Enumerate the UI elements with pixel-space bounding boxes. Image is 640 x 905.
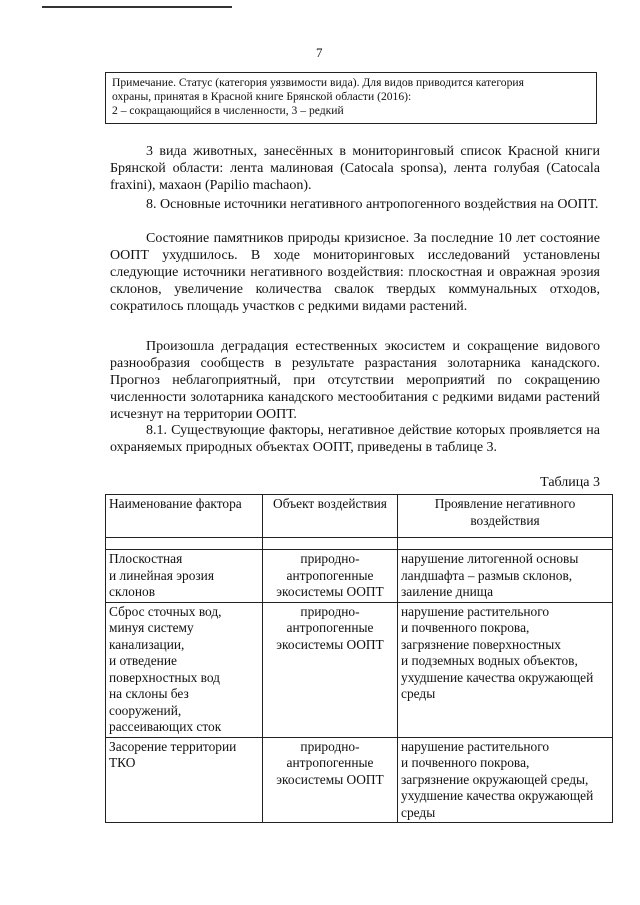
cell-line: минуя систему [109, 620, 194, 635]
cell-object [263, 550, 398, 603]
cell-effect [398, 737, 613, 823]
cell-effect [398, 550, 613, 603]
factors-table [105, 494, 613, 823]
cell-line: ухудшение качества окружающей [401, 788, 594, 803]
spacer-cell [398, 538, 613, 550]
cell-line: экосистемы ООПТ [276, 636, 384, 652]
header-effect: Проявление негативного воздействия [398, 495, 613, 538]
table-spacer-row [106, 538, 613, 550]
table-caption: Таблица 3 [540, 475, 600, 490]
cell-line: экосистемы ООПТ [276, 584, 384, 599]
note-box [105, 72, 597, 124]
cell-line: поверхностных вод [109, 669, 220, 685]
note-line: 2 – сокращающийся в численности, 3 – редкий [112, 104, 344, 117]
cell-line: Плоскостная [109, 551, 183, 566]
table-row [106, 602, 613, 737]
cell-factor [106, 602, 263, 737]
cell-line: ухудшение качества окружающей [401, 669, 594, 685]
cell-line: загрязнение окружающей среды, [401, 771, 589, 787]
cell-line: и отведение [109, 653, 177, 668]
cell-line: заиление днища [401, 584, 494, 599]
section-8-heading: 8. Основные источники негативного антропогенного воздействия на ООПТ. [146, 197, 599, 212]
paragraph-state: Состояние памятников природы кризисное. За последние 10 лет состояние ООПТ ухудшилось. В ходе мониторинговых исследований установлены следующие источники негативного воздействия: плоскостная и овражная эрозия склонов, увеличение количества свалок твердых коммунальных отходов, сократилось площадь участков с редкими видами растений. [110, 231, 600, 314]
cell-line: канализации, [109, 636, 185, 652]
top-rule [42, 6, 232, 8]
cell-line: ТКО [109, 755, 136, 770]
cell-line: и линейная эрозия [109, 567, 215, 583]
cell-effect [398, 602, 613, 737]
page-number: 7 [316, 45, 323, 60]
cell-line: Сброс сточных вод, [109, 603, 222, 619]
cell-line: склонов [109, 584, 156, 599]
cell-line: и почвенного покрова, [401, 755, 530, 770]
cell-line: антропогенные [286, 620, 374, 635]
spacer-cell [263, 538, 398, 550]
paragraph-degradation: Произошла деградация естественных экосистем и сокращение видового разнообразия сообществ в результате разрастания золотарника канадского. Прогноз неблагоприятный, при отсутствии мероприятий по сокращению численности золотарника канадского местообитания с редкими видами растений исчезнут на территории ООПТ. [110, 339, 600, 422]
paragraph-monitoring-species: 3 вида животных, занесённых в мониторинговый список Красной книги Брянской области: лента малиновая (Catocala sponsa), лента голубая (Catocala fraxini), махаон (Papilio machaon). [110, 144, 600, 193]
cell-line: природно- [300, 551, 360, 566]
note-line: охраны, принятая в Красной книге Брянской области (2016): [112, 90, 412, 103]
table-row [106, 737, 613, 823]
cell-object [263, 602, 398, 737]
cell-line: антропогенные [286, 755, 374, 770]
cell-line: антропогенные [286, 567, 374, 583]
table-header-row [106, 495, 613, 538]
cell-line: природно- [300, 738, 360, 754]
cell-line: ландшафта – размыв склонов, [401, 567, 573, 583]
header-object: Объект воздействия [263, 495, 398, 538]
paragraph-section-8-1: 8.1. Существующие факторы, негативное действие которых проявляется на охраняемых природных объектах ООПТ, приведены в таблице 3. [110, 423, 600, 455]
cell-line: загрязнение поверхностных [401, 636, 561, 652]
cell-line: Засорение территории [109, 738, 237, 754]
header-factor: Наименование фактора [106, 495, 263, 538]
cell-line: на склоны без [109, 686, 189, 701]
cell-line: рассеивающих сток [109, 719, 222, 734]
cell-line: экосистемы ООПТ [276, 771, 384, 787]
cell-line: и почвенного покрова, [401, 620, 530, 635]
cell-line: и подземных водных объектов, [401, 653, 578, 668]
cell-line: сооружений, [109, 702, 182, 718]
cell-line: среды [401, 804, 436, 820]
table-body [106, 538, 613, 823]
table-row [106, 550, 613, 603]
cell-line: нарушение литогенной основы [401, 551, 579, 566]
cell-factor [106, 737, 263, 823]
cell-line: нарушение растительного [401, 738, 550, 754]
spacer-cell [106, 538, 263, 550]
cell-factor [106, 550, 263, 603]
note-line: Примечание. Статус (категория уязвимости вида). Для видов приводится категория [112, 76, 524, 89]
cell-line: среды [401, 686, 436, 701]
cell-object [263, 737, 398, 823]
cell-line: природно- [300, 603, 360, 619]
cell-line: нарушение растительного [401, 603, 550, 619]
